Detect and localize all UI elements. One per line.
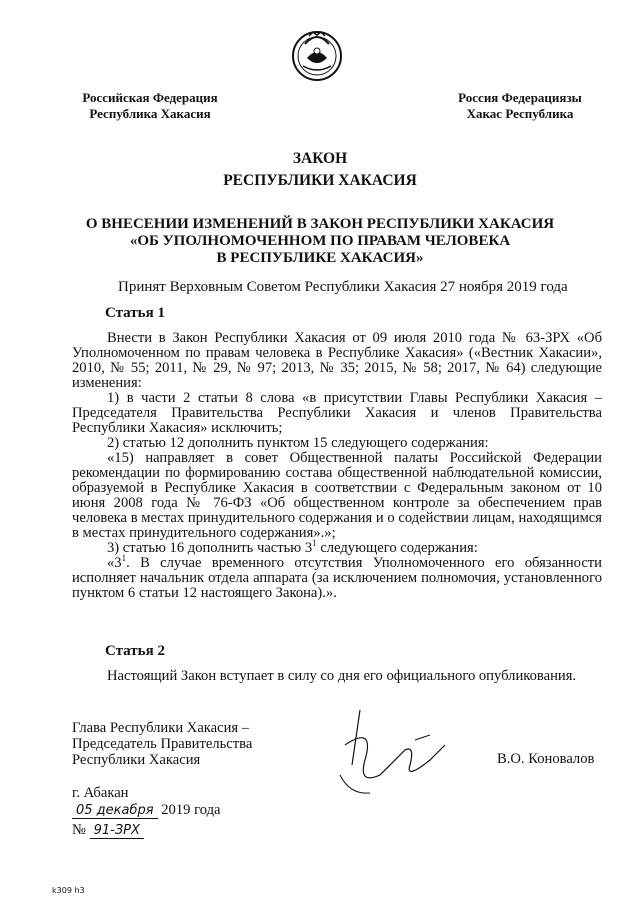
article1-item3 [72,538,602,556]
header-left [70,90,230,122]
subject-line3: В РЕСПУБЛИКЕ ХАКАСИЯ» [216,250,424,266]
subject-line2: «ОБ УПОЛНОМОЧЕННОМ ПО ПРАВАМ ЧЕЛОВЕКА [129,233,511,249]
item3-part-a: 3) статью 16 дополнить частью 3 [107,540,313,556]
signatory-title-line1: Глава Республики Хакасия – [72,720,250,736]
title-law: ЗАКОН [292,150,348,167]
subject-line1: О ВНЕСЕНИИ ИЗМЕНЕНИЙ В ЗАКОН РЕСПУБЛИКИ ХАКАСИЯ [85,216,555,232]
item3-text-b: . В случае временного отсутствия Уполномоченного его обязанности исполняет начальник отдела аппарата (за исключением полномочия, установленного пунктом 6 статьи 12 настоящего Закона).». [72,555,602,601]
date-suffix: 2019 года [161,802,221,818]
law-number [72,822,144,839]
signatory-title-line2: Председатель Правительства [72,736,253,752]
header-right [430,90,610,122]
item3-text-sup: 1 [121,553,127,564]
item3-part-b: следующего содержания: [316,540,478,556]
article2-heading: Статья 2 [105,643,165,659]
item3-sup: 1 [312,538,317,549]
article2-text: Настоящий Закон вступает в силу со дня его официального опубликования. [107,668,577,684]
signatory-title [72,720,252,768]
footer-code: k309 h3 [52,886,85,895]
date-handwritten: 05 декабря [72,803,158,819]
header-left-line1: Российская Федерация [82,90,218,105]
header-left-line2: Республика Хакасия [89,106,211,121]
adoption-statement: Принят Верховным Советом Республики Хакасия 27 ноября 2019 года [118,279,568,295]
article1-item1: 1) в части 2 статьи 8 слова «в присутствии Главы Республики Хакасия – Председателя Правительства Республики Хакасия и членов Правительства Республики Хакасия» исключить; [72,390,602,436]
signing-date [72,802,220,819]
header-right-line1: Россия Федерациязы [458,90,582,105]
item3-text-a: «3 [107,555,122,571]
article1-intro: Внести в Закон Республики Хакасия от 09 июля 2010 года № 63-ЗРХ «Об Уполномоченном по правам человека в Республике Хакасия» («Вестник Хакасии», 2010, № 55; 2011, № 29, № 97; 2013, № 35; 2015, № 58; 2017, № 64) следующие изменения: [72,330,602,391]
number-prefix: № [72,822,86,838]
header-right-line2: Хакас Республика [466,106,574,121]
coat-of-arms-emblem [287,24,347,84]
article1-item2-text: «15) направляет в совет Общественной палаты Российской Федерации рекомендации по формированию состава общественной наблюдательной комиссии, образуемой в Республике Хакасия в соответствии с Федеральным законом от 10 июня 2008 года № 76-ФЗ «Об общественном контроле за обеспечением прав человека в местах принудительного содержания и о содействии лицам, находящимся в местах принудительного содержания».»; [72,450,602,541]
article1-body [72,331,602,601]
article2-body [72,669,602,684]
article1-item3-text [72,553,602,601]
law-subject [0,216,640,267]
title-republic: РЕСПУБЛИКИ ХАКАСИЯ [223,172,417,189]
signatory-title-line3: Республики Хакасия [72,752,201,768]
handwritten-signature [320,705,470,800]
place: г. Абакан [72,785,129,801]
article1-item2: 2) статью 12 дополнить пунктом 15 следующего содержания: [107,435,489,451]
signatory-name: В.О. Коновалов [497,751,595,767]
article1-heading: Статья 1 [105,305,165,321]
number-handwritten: 91-ЗРХ [90,823,144,839]
